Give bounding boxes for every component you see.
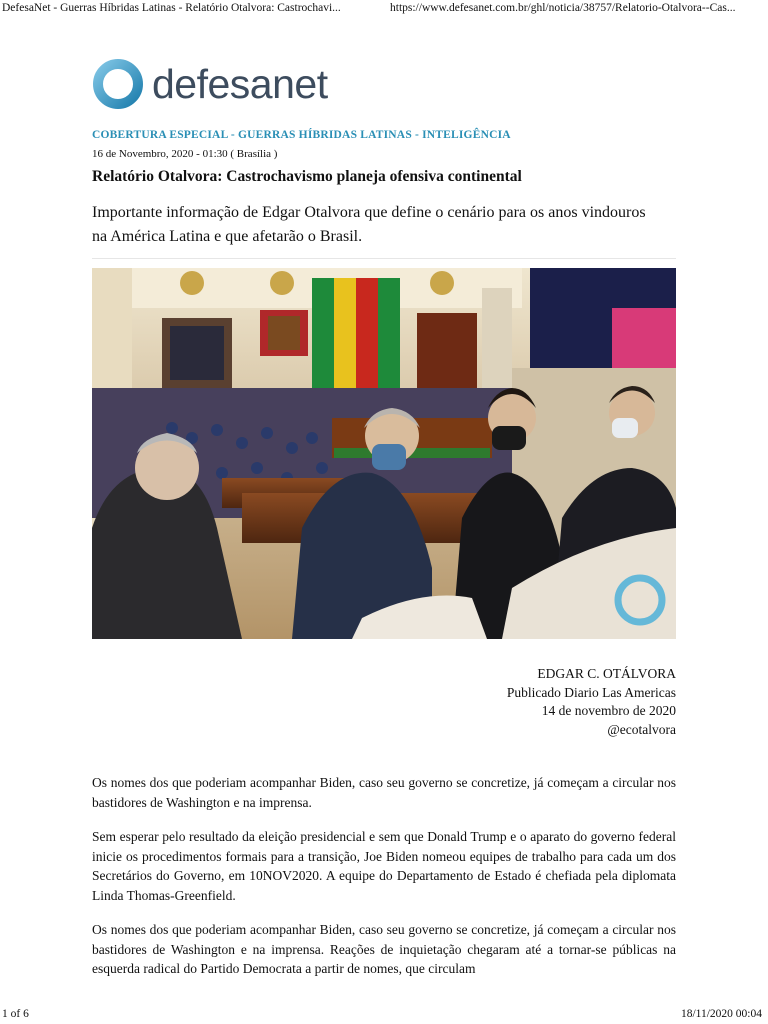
body-paragraph: Os nomes dos que poderiam acompanhar Biden, caso seu governo se concretize, já começam a circular nos bastidores de Washington e na imprensa. [92,775,676,810]
article-lede: Importante informação de Edgar Otalvora que define o cenário para os anos vindouros na América Latina e que afetarão o Brasil. [92,204,646,245]
byline-date: 14 de novembro de 2020 [541,703,676,718]
byline-author: EDGAR C. OTÁLVORA [537,666,676,681]
article-dateline: 16 de Novembro, 2020 - 01:30 ( Brasília ) [92,148,278,160]
logo-ring-icon [92,58,144,110]
byline-handle[interactable]: @ecotalvora [607,721,676,737]
body-paragraph: Os nomes dos que poderiam acompanhar Biden, caso seu governo se concretize, já começam a circular nos bastidores de Washington e na imprensa. Reações de inquietação chegaram até a tornar-se públicas na esquerda radical do Partido Democrata a partir de nomes, que circulam [92,922,676,976]
article-kicker[interactable]: COBERTURA ESPECIAL - GUERRAS HÍBRIDAS LATINAS - INTELIGÊNCIA [92,129,511,141]
print-footer-datetime: 18/11/2020 00:04 [680,1008,762,1020]
print-footer-page-count: 1 of 6 [2,1008,29,1020]
site-logo[interactable] [92,58,328,110]
print-header-title: DefesaNet - Guerras Híbridas Latinas - Relatório Otalvora: Castrochavi... [2,2,341,14]
article-headline: Relatório Otalvora: Castrochavismo planeja ofensiva continental [92,168,522,185]
divider [92,258,676,259]
article-photo [92,268,676,639]
body-paragraph: Sem esperar pelo resultado da eleição presidencial e sem que Donald Trump e o aparato do governo federal inicie os procedimentos formais para a transição, Joe Biden nomeou equipes de trabalho para cada um dos Secretários do Governo, em 10NOV2020. A equipe do Departamento de Estado é chefiada pela diplomata Linda Thomas-Greenfield. [92,829,676,903]
article-byline [507,665,676,739]
logo-wordmark: defesanet [152,60,328,107]
byline-published: Publicado Diario Las Americas [506,684,676,700]
print-header-url[interactable]: https://www.defesanet.com.br/ghl/noticia/38757/Relatorio-Otalvora--Cas... [390,2,736,14]
